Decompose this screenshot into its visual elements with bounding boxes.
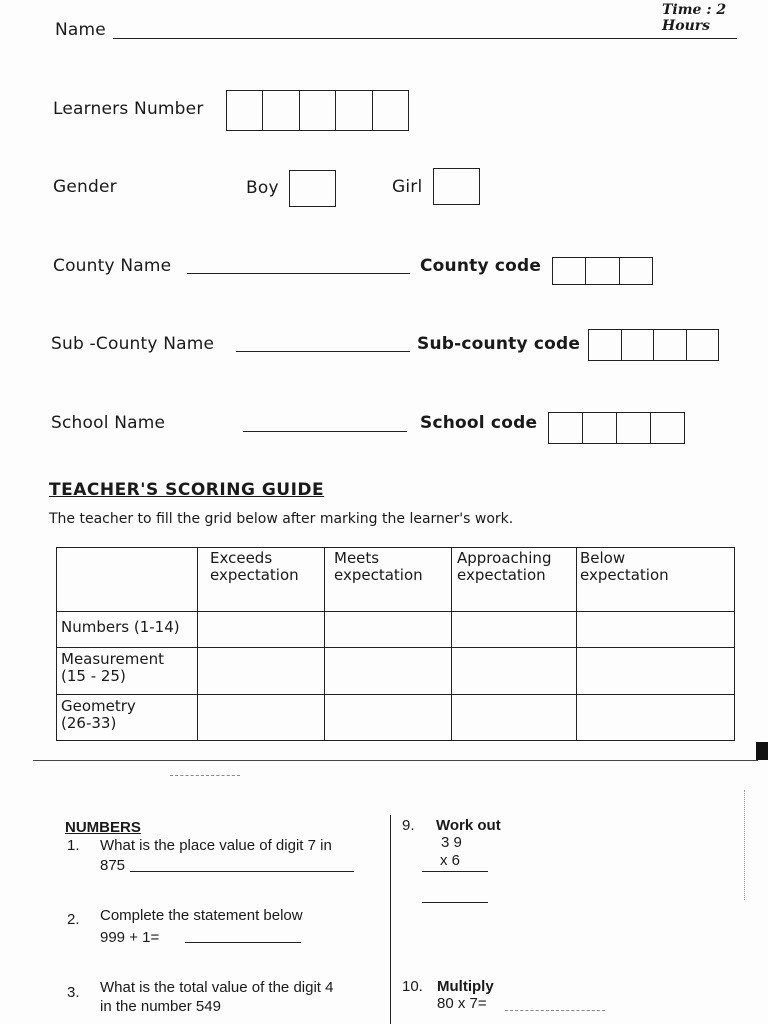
girl-label: Girl bbox=[392, 177, 423, 197]
learner-number-digit-3[interactable] bbox=[300, 91, 336, 130]
score-cell[interactable] bbox=[325, 648, 452, 695]
time-allowed: Time : 2 Hours bbox=[662, 2, 727, 34]
question-10-answer-line[interactable] bbox=[505, 997, 605, 1011]
score-cell[interactable] bbox=[452, 612, 577, 648]
column-divider bbox=[390, 815, 391, 1024]
question-2-number: 2. bbox=[67, 911, 80, 928]
row-label-geometry: Geometry (26-33) bbox=[57, 695, 198, 741]
learner-number-digit-1[interactable] bbox=[227, 91, 263, 130]
score-cell[interactable] bbox=[452, 648, 577, 695]
scan-artifact-line bbox=[170, 775, 240, 776]
learner-number-digit-4[interactable] bbox=[336, 91, 372, 130]
subcounty-code-boxes bbox=[588, 329, 719, 361]
score-cell[interactable] bbox=[198, 695, 325, 741]
county-code-digit-3[interactable] bbox=[620, 258, 652, 284]
question-1-text: What is the place value of digit 7 in bbox=[100, 837, 332, 854]
boy-label: Boy bbox=[246, 178, 279, 198]
question-3-text-line-2: in the number 549 bbox=[100, 998, 221, 1015]
question-1-number: 1. bbox=[67, 837, 80, 854]
question-9-top-number: 3 9 bbox=[441, 834, 462, 851]
score-cell[interactable] bbox=[577, 695, 735, 741]
column-header-below: Below expectation bbox=[577, 548, 735, 612]
scoring-guide-instruction: The teacher to fill the grid below after marking the learner's work. bbox=[49, 511, 514, 527]
question-10-text: Multiply bbox=[437, 978, 494, 995]
score-cell[interactable] bbox=[325, 612, 452, 648]
school-code-digit-3[interactable] bbox=[617, 413, 651, 443]
score-cell[interactable] bbox=[198, 612, 325, 648]
scan-margin-mark bbox=[744, 790, 745, 900]
question-9-answer-line[interactable] bbox=[422, 889, 488, 903]
question-2-text: Complete the statement below bbox=[100, 907, 303, 924]
column-header-meets: Meets expectation bbox=[325, 548, 452, 612]
row-label-measurement: Measurement (15 - 25) bbox=[57, 648, 198, 695]
subcounty-code-label: Sub-county code bbox=[417, 334, 581, 354]
question-9-multiplier: x 6 bbox=[440, 852, 461, 869]
school-code-digit-4[interactable] bbox=[651, 413, 684, 443]
scoring-grid-header-row bbox=[57, 548, 735, 612]
girl-checkbox[interactable] bbox=[433, 168, 480, 205]
county-code-label: County code bbox=[420, 256, 542, 276]
column-header-approaching: Approaching expectation bbox=[452, 548, 577, 612]
score-cell[interactable] bbox=[198, 648, 325, 695]
question-10-number: 10. bbox=[402, 978, 423, 995]
score-cell[interactable] bbox=[577, 612, 735, 648]
question-1-value: 875 bbox=[100, 857, 126, 874]
learner-number-label: Learners Number bbox=[53, 99, 204, 119]
score-cell[interactable] bbox=[577, 648, 735, 695]
scoring-grid-row-measurement bbox=[57, 648, 735, 695]
county-name-field[interactable] bbox=[187, 260, 410, 274]
county-code-digit-1[interactable] bbox=[553, 258, 586, 284]
school-code-digit-1[interactable] bbox=[549, 413, 583, 443]
scoring-grid-row-geometry bbox=[57, 695, 735, 741]
section-title-numbers: NUMBERS bbox=[65, 819, 141, 836]
gender-label: Gender bbox=[53, 177, 117, 197]
subcounty-name-label: Sub -County Name bbox=[51, 334, 215, 354]
scoring-grid bbox=[56, 547, 735, 741]
subcounty-code-digit-3[interactable] bbox=[654, 330, 687, 360]
question-3-text-line-1: What is the total value of the digit 4 bbox=[100, 979, 334, 996]
school-code-boxes bbox=[548, 412, 685, 444]
learner-number-digit-5[interactable] bbox=[373, 91, 408, 130]
question-10-expression: 80 x 7= bbox=[437, 995, 487, 1012]
county-code-digit-2[interactable] bbox=[586, 258, 619, 284]
school-code-label: School code bbox=[420, 413, 538, 433]
name-field[interactable] bbox=[113, 24, 737, 39]
question-2-statement: 999 + 1= bbox=[100, 929, 160, 946]
score-cell[interactable] bbox=[325, 695, 452, 741]
subcounty-code-digit-1[interactable] bbox=[589, 330, 622, 360]
subcounty-name-field[interactable] bbox=[236, 338, 410, 352]
question-3-number: 3. bbox=[67, 984, 80, 1001]
school-code-digit-2[interactable] bbox=[583, 413, 617, 443]
row-label-numbers: Numbers (1-14) bbox=[57, 612, 198, 648]
question-9-product-line bbox=[422, 858, 488, 872]
learner-number-digit-2[interactable] bbox=[263, 91, 299, 130]
subcounty-code-digit-2[interactable] bbox=[622, 330, 655, 360]
learner-number-boxes bbox=[226, 90, 409, 131]
subcounty-code-digit-4[interactable] bbox=[687, 330, 719, 360]
scoring-guide-title: TEACHER'S SCORING GUIDE bbox=[49, 480, 325, 500]
question-2-answer-line[interactable] bbox=[185, 929, 301, 943]
school-name-field[interactable] bbox=[243, 418, 407, 432]
question-9-number: 9. bbox=[402, 817, 415, 834]
school-name-label: School Name bbox=[51, 413, 166, 433]
scoring-grid-row-numbers bbox=[57, 612, 735, 648]
score-cell[interactable] bbox=[452, 695, 577, 741]
scoring-grid-corner-cell bbox=[57, 548, 198, 612]
page-edge-mark bbox=[756, 742, 768, 760]
question-9-text: Work out bbox=[436, 817, 501, 834]
boy-checkbox[interactable] bbox=[289, 170, 336, 207]
county-name-label: County Name bbox=[53, 256, 172, 276]
question-1-answer-line[interactable] bbox=[130, 858, 354, 872]
column-header-exceeds: Exceeds expectation bbox=[198, 548, 325, 612]
county-code-boxes bbox=[552, 257, 653, 285]
name-label: Name bbox=[55, 20, 106, 40]
page-separator bbox=[33, 760, 758, 761]
